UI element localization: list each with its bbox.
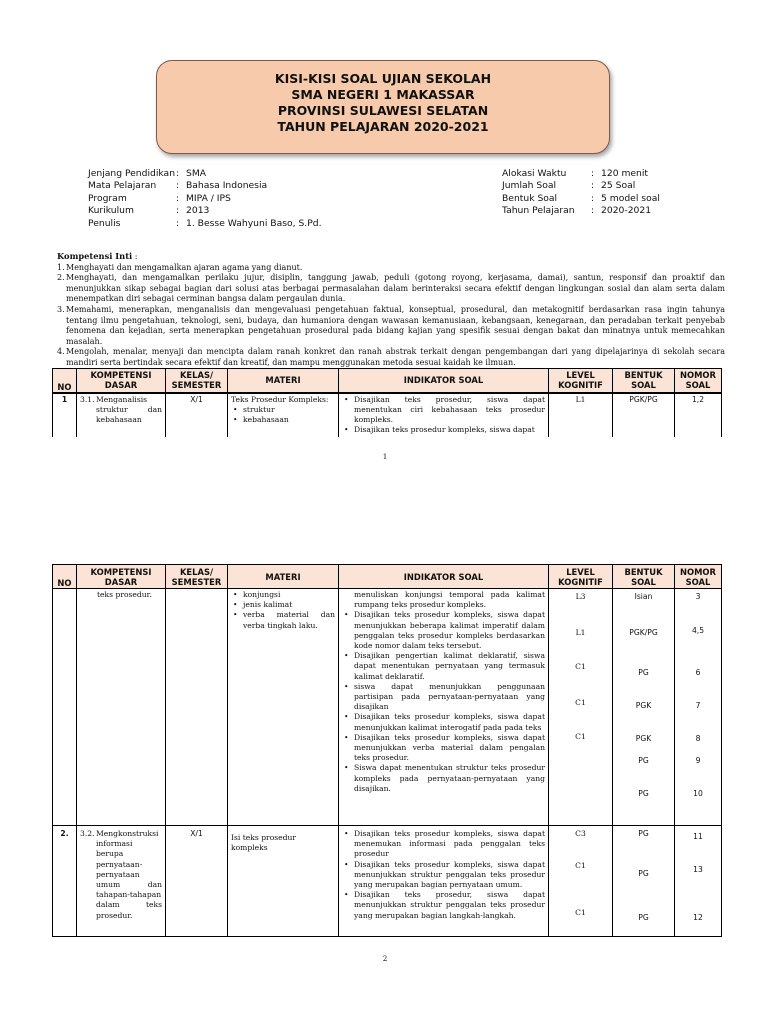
col-indikator: INDIKATOR SOAL — [339, 565, 549, 589]
indikator-item: • Disajikan pengertian kalimat deklaratif, siswa dapat menentukan pernyataan yang termasuk kalimat deklaratif. — [342, 651, 545, 682]
materi-cell: Teks Prosedur Kompleks: • struktur • kebahasaan — [228, 393, 339, 437]
indikator-item: • siswa dapat menunjukkan penggunaan partisipan pada pernyataan-pernyataan yang disajikan — [342, 682, 545, 713]
page-number-2: 2 — [382, 954, 388, 963]
kisi-table-page-2 — [52, 564, 722, 937]
indikator-item: • Disajikan teks prosedur kompleks, siswa dapat menunjukkan struktur penggalan teks prosedur yang merupakan bagian pernyataan umum. — [342, 860, 545, 891]
col-kd: KOMPETENSI DASAR — [77, 565, 166, 589]
indikator-item: • Disajikan teks prosedur, siswa dapat menunjukkan struktur penggalan teks prosedur yang merupakan bagian langkah-langkah. — [342, 890, 545, 921]
level-cell: L1 — [549, 393, 613, 437]
table-row — [53, 589, 722, 826]
col-kelas: KELAS/ SEMESTER — [166, 369, 228, 393]
indikator-item: • Disajikan teks prosedur kompleks, siswa dapat — [342, 425, 545, 435]
ki-item: 4. Mengolah, menalar, menyaji dan mencipta dalam ranah konkret dan ranah abstrak terkait dengan pengembangan dari yang dipelajarinya di sekolah secara mandiri serta bertindak secara efektif dan kreatif, dan mampu menggunakan metoda sesuai kaidah ke ilmuan. — [57, 347, 725, 367]
info-right — [502, 168, 660, 218]
col-no: NO — [53, 369, 77, 393]
ki-item: 1. Menghayati dan mengamalkan ajaran agama yang dianut. — [57, 262, 303, 272]
bentuk-cell: PGK/PG — [613, 393, 675, 437]
table-row — [53, 826, 722, 937]
indikator-item: • Siswa dapat menentukan struktur teks prosedur kompleks pada pernyataan-pernyataan yang disajikan. — [342, 763, 545, 794]
info-row: Kurikulum : 2013 — [88, 205, 210, 217]
materi-item: • verba material dan verba tingkah laku. — [231, 610, 335, 630]
info-row: Program : MIPA / IPS — [88, 192, 231, 204]
indikator-item: • Disajikan teks prosedur, siswa dapat menentukan ciri kebahasaan teks prosedur kompleks. — [342, 395, 545, 426]
indikator-cell — [339, 826, 549, 937]
indikator-cell — [339, 393, 549, 437]
document-title-box — [156, 60, 610, 154]
info-row: Mata Pelajaran : Bahasa Indonesia — [88, 180, 268, 192]
materi-item: • konjungsi — [231, 590, 335, 600]
nomor-cell: 11 13 12 — [675, 826, 722, 937]
kisi-table-page-1 — [52, 368, 722, 437]
bentuk-cell: Isian PGK/PG PG PGK PGK PG PG — [613, 589, 675, 826]
info-row: Tahun Pelajaran : 2020-2021 — [502, 205, 652, 217]
table-header-row — [53, 565, 722, 589]
info-row: Bentuk Soal : 5 model soal — [502, 192, 660, 204]
col-level: LEVEL KOGNITIF — [549, 369, 613, 393]
info-left — [88, 168, 322, 230]
col-level: LEVEL KOGNITIF — [549, 565, 613, 589]
kompetensi-inti-title: Kompetensi Inti — [57, 251, 133, 261]
materi-item: • kebahasaan — [231, 415, 335, 425]
row-number: 2. — [53, 826, 77, 937]
kelas-cell — [166, 589, 228, 826]
ki-item: 2. Menghayati, dan mengamalkan perilaku jujur, disiplin, tanggung jawab, peduli (gotong royong, kerjasama, damai), santun, responsif dan proaktif dan menunjukkan sikap sebagai bagian dari solusi atas berbagai permasalahan dalam berinteraksi secara efektif dengan lingkungan sosial dan alam serta dalam menempatkan diri sebagai cerminan bangsa dalam pergaulan dunia. — [57, 273, 725, 304]
indikator-item: • Disajikan teks prosedur kompleks, siswa dapat menunjukkan kalimat interogatif pada pada teks — [342, 712, 545, 732]
table-row — [53, 393, 722, 437]
col-materi: MATERI — [228, 369, 339, 393]
info-row: Jumlah Soal : 25 Soal — [502, 180, 636, 192]
materi-item: • jenis kalimat — [231, 600, 335, 610]
kelas-cell: X/1 — [166, 826, 228, 937]
bentuk-cell: PG PG PG — [613, 826, 675, 937]
materi-cell: Isi teks prosedur kompleks — [228, 826, 339, 937]
col-nomor: NOMOR SOAL — [675, 369, 722, 393]
page-number-1: 1 — [382, 452, 388, 461]
title-line-3: PROVINSI SULAWESI SELATAN — [277, 103, 489, 118]
col-no: NO — [53, 565, 77, 589]
col-kelas: KELAS/ SEMESTER — [166, 565, 228, 589]
indikator-cell: menuliskan konjungsi temporal pada kalimat rumpang teks prosedur kompleks. • Disajikan teks prosedur kompleks, siswa dapat menunjukkan beberapa kalimat imperatif dalam penggalan teks prosedur kompleks berdasarkan kode nomor dalam teks tersebut. • Disajikan pengertian kalimat deklaratif, siswa dapat menentukan pernyataan yang termasuk kalimat deklaratif. • siswa dapat menunjukkan penggunaan partisipan pada pernyataan-pernyataan yang disajikan • Disajikan teks prosedur kompleks, siswa dapat menunjukkan kalimat interogatif pada pada teks • Disajikan teks prosedur kompleks, siswa dapat menunjukkan verba material dalam pengalan teks prosedur. • Siswa dapat menentukan struktur teks prosedur kompleks pada pernyataan-pernyataan yang disajikan. — [339, 589, 549, 826]
info-row: Jenjang Pendidikan : SMA — [88, 168, 207, 179]
kompetensi-inti: Kompetensi Inti : 1. Menghayati dan mengamalkan ajaran agama yang dianut. 2. Menghayati, dan mengamalkan perilaku jujur, disiplin, tanggung jawab, peduli (gotong royong, kerjasama, damai), santun, responsif dan proaktif dan menunjukkan sikap sebagai bagian dari solusi atas berbagai permasalahan dalam berinteraksi secara efektif dengan lingkungan sosial dan alam serta dalam menempatkan diri sebagai cerminan bangsa dalam pergaulan dunia. 3. Memahami, menerapkan, menganalisis dan mengevaluasi pengetahuan faktual, konseptual, prosedural, dan metakognitif berdasarkan rasa ingin tahunya tentang ilmu pengetahuan, teknologi, seni, budaya, dan humaniora dengan wawasan kemanusiaan, kebangsaan, kenegaraan, dan peradaban terkait penyebab fenomena dan kejadian, serta menerapkan pengetahuan prosedural pada bidang kajian yang spesifik sesuai dengan bakat dan minatnya untuk memecahkan masalah. 4. Mengolah, menalar, menyaji dan mencipta dalam ranah konkret dan ranah abstrak terkait dengan pengembangan dari yang dipelajarinya di sekolah secara mandiri serta bertindak secara efektif dan kreatif, dan mampu menggunakan metoda sesuai kaidah ke ilmuan. — [57, 251, 725, 367]
title-line-4: TAHUN PELAJARAN 2020-2021 — [277, 119, 489, 134]
indikator-item: • Disajikan teks prosedur kompleks, siswa dapat menunjukkan beberapa kalimat imperatif dalam penggalan teks prosedur kompleks berdasarkan kode nomor dalam teks tersebut. — [342, 610, 545, 651]
ki-item: 3. Memahami, menerapkan, menganalisis dan mengevaluasi pengetahuan faktual, konseptual, prosedural, dan metakognitif berdasarkan rasa ingin tahunya tentang ilmu pengetahuan, teknologi, seni, budaya, dan humaniora dengan wawasan kemanusiaan, kebangsaan, kenegaraan, dan peradaban terkait penyebab fenomena dan kejadian, serta menerapkan pengetahuan prosedural pada bidang kajian yang spesifik sesuai dengan bakat dan minatnya untuk memecahkan masalah. — [57, 304, 725, 346]
nomor-cell: 1,2 — [675, 393, 722, 437]
kd-cell: 3.1. Menganalisis struktur dan kebahasaan — [77, 393, 166, 437]
nomor-cell: 3 4,5 6 7 8 9 10 — [675, 589, 722, 826]
kd-cell: 3.2. Mengkonstruksi informasi berupa pernyataan-pernyataan umum dan tahapan-tahapan dalam teks prosedur. — [77, 826, 166, 937]
kd-cell: teks prosedur. — [77, 589, 166, 826]
info-row: Penulis : 1. Besse Wahyuni Baso, S.Pd. — [88, 217, 322, 229]
col-materi: MATERI — [228, 565, 339, 589]
row-number: 1 — [53, 393, 77, 437]
info-row: Alokasi Waktu : 120 menit — [502, 168, 649, 179]
table-header-row — [53, 369, 722, 393]
kelas-cell: X/1 — [166, 393, 228, 437]
col-nomor: NOMOR SOAL — [675, 565, 722, 589]
row-number — [53, 589, 77, 826]
col-kd: KOMPETENSI DASAR — [77, 369, 166, 393]
materi-cell — [228, 589, 339, 826]
col-bentuk: BENTUK SOAL — [613, 369, 675, 393]
materi-item: • struktur — [231, 405, 335, 415]
title-line-1: KISI-KISI SOAL UJIAN SEKOLAH — [274, 71, 492, 86]
title-line-2: SMA NEGERI 1 MAKASSAR — [291, 87, 475, 102]
indikator-item: • Disajikan teks prosedur kompleks, siswa dapat menunjukkan verba material dalam pengalan teks prosedur. — [342, 733, 545, 764]
level-cell: C3 C1 C1 — [549, 826, 613, 937]
col-indikator: INDIKATOR SOAL — [339, 369, 549, 393]
indikator-item: • Disajikan teks prosedur kompleks, siswa dapat menemukan informasi pada penggalan teks prosedur — [342, 829, 545, 860]
col-bentuk: BENTUK SOAL — [613, 565, 675, 589]
level-cell: L3 L1 C1 C1 C1 — [549, 589, 613, 826]
